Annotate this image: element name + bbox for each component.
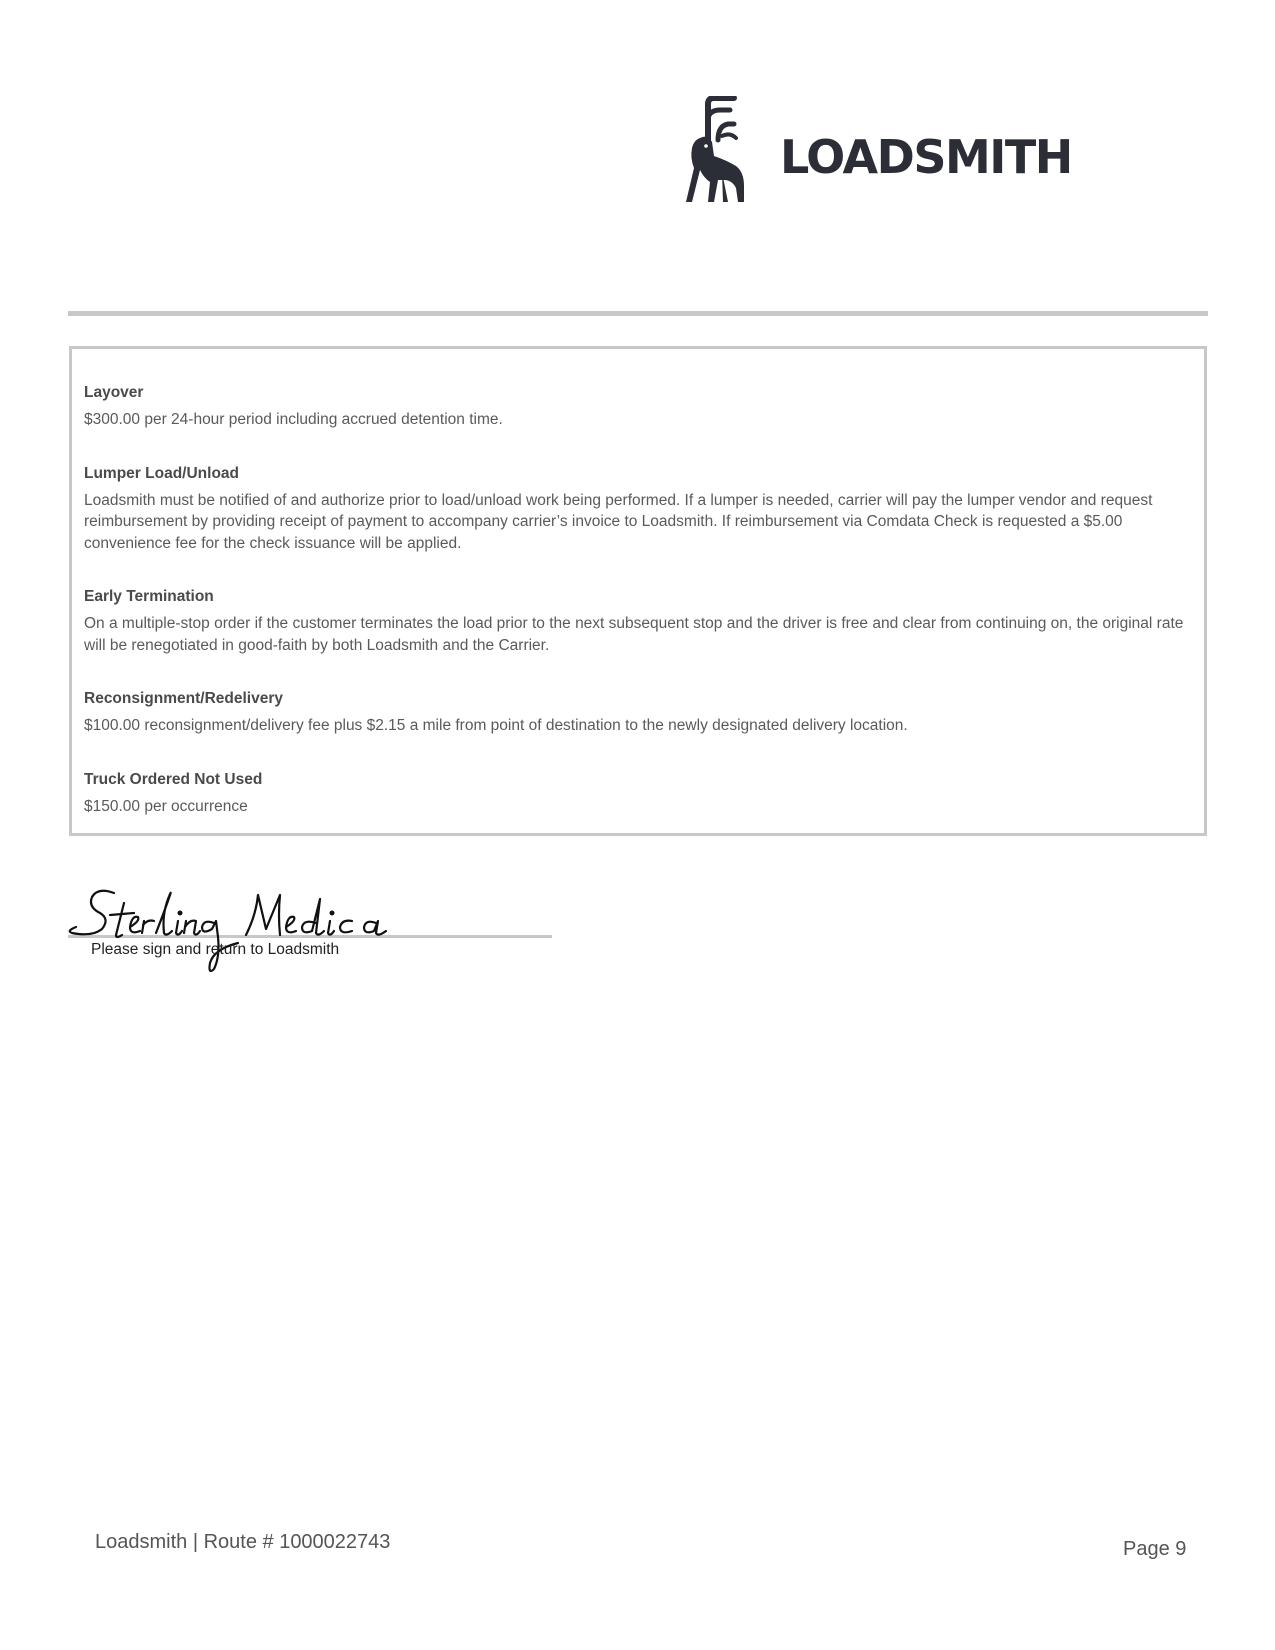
signature-caption: Please sign and return to Loadsmith <box>91 941 340 958</box>
handwritten-signature <box>68 885 468 975</box>
term-text: On a multiple-stop order if the customer terminates the load prior to the next subsequent stop and the driver is free and clear from continuing on, the original rate will be renegotiated in good-faith by both Loadsmith and the Carrier. <box>84 615 1184 654</box>
term-early-termination <box>84 587 1192 656</box>
term-layover <box>84 383 1192 431</box>
term-truck-ordered-not-used <box>84 770 1192 818</box>
footer-page-number: Page 9 <box>1123 1538 1187 1560</box>
signature-area <box>68 885 552 975</box>
term-text: $150.00 per occurrence <box>84 797 248 815</box>
term-title: Early Termination <box>84 588 214 605</box>
deer-logo-icon <box>678 96 752 204</box>
term-reconsignment <box>84 689 1192 737</box>
footer-route-label: Loadsmith | Route # 1000022743 <box>95 1531 391 1553</box>
term-title: Reconsignment/Redelivery <box>84 690 283 707</box>
accessorial-terms-box <box>69 346 1207 836</box>
term-title: Lumper Load/Unload <box>84 464 239 482</box>
term-text: Loadsmith must be notified of and authorize prior to load/unload work being performed. If a lumper is needed, carrier will pay the lumper vendor and request reimbursement by providing receipt of payment to accompany carrier’s invoice to Loadsmith. If reimbursement via Comdata Check is requested a $5.00 convenience fee for the check issuance will be applied. <box>84 491 1153 552</box>
term-title: Layover <box>84 384 144 401</box>
term-text: $300.00 per 24-hour period including accrued detention time. <box>84 411 503 428</box>
term-title: Truck Ordered Not Used <box>84 770 263 788</box>
term-lumper <box>84 464 1192 555</box>
term-text: $100.00 reconsignment/delivery fee plus $2.15 a mile from point of destination to the newly designated delivery location. <box>84 717 908 734</box>
loadsmith-logo <box>678 96 1072 204</box>
header-divider <box>68 311 1208 316</box>
logo-wordmark: LOADSMITH <box>780 130 1072 184</box>
